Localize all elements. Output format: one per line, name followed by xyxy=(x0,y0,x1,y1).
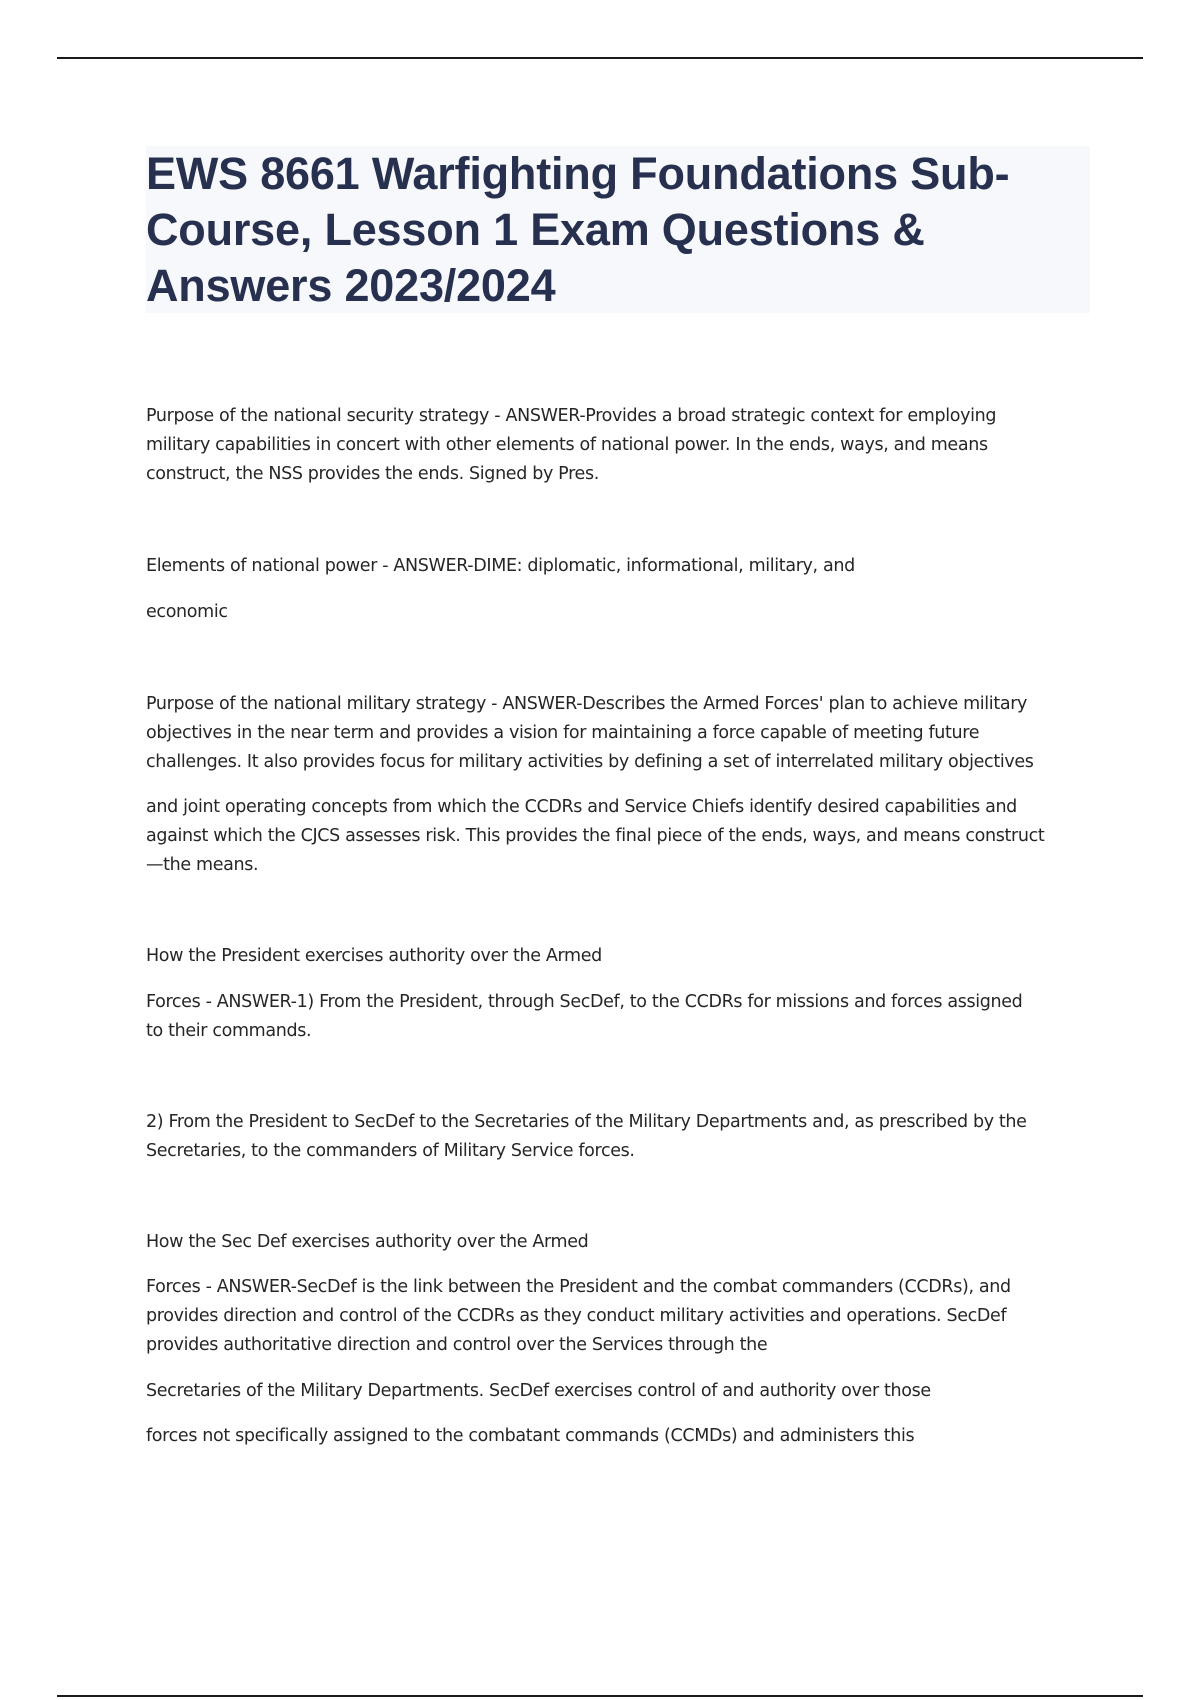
elements-answer-line-2: economic xyxy=(146,602,228,622)
secdef-question-line-1: How the Sec Def exercises authority over the Armed xyxy=(146,1232,589,1252)
nss-question-line-1: Purpose of the national security strategy - ANSWER-Provides a broad strategic context for employing xyxy=(146,406,997,426)
nms-answer-line-2: objectives in the near term and provides a vision for maintaining a force capable of meeting future xyxy=(146,723,980,743)
president-answer-line-2: Forces - ANSWER-1) From the President, through SecDef, to the CCDRs for missions and forces assigned xyxy=(146,992,1023,1012)
bottom-divider xyxy=(57,1695,1143,1697)
president-answer-line-4: 2) From the President to SecDef to the Secretaries of the Military Departments and, as prescribed by the xyxy=(146,1112,1027,1132)
nms-answer-line-5: against which the CJCS assesses risk. This provides the final piece of the ends, ways, and means construct xyxy=(146,826,1045,846)
top-divider xyxy=(57,57,1143,59)
secdef-answer-line-4: provides authoritative direction and control over the Services through the xyxy=(146,1335,768,1355)
president-answer-line-5: Secretaries, to the commanders of Military Service forces. xyxy=(146,1141,635,1161)
elements-question-line-1: Elements of national power - ANSWER-DIME: diplomatic, informational, military, and xyxy=(146,556,855,576)
president-question-line-1: How the President exercises authority over the Armed xyxy=(146,946,602,966)
document-title: EWS 8661 Warfighting Foundations Sub-Course, Lesson 1 Exam Questions & Answers 2023/2024 xyxy=(146,148,1010,311)
secdef-answer-line-5: Secretaries of the Military Departments. SecDef exercises control of and authority over those xyxy=(146,1381,931,1401)
nms-answer-line-3: challenges. It also provides focus for military activities by defining a set of interrelated military objectives xyxy=(146,752,1034,772)
nms-answer-line-6: —the means. xyxy=(146,855,259,875)
president-answer-line-3: to their commands. xyxy=(146,1021,312,1041)
secdef-answer-line-3: provides direction and control of the CCDRs as they conduct military activities and operations. SecDef xyxy=(146,1306,1007,1326)
nms-answer-line-4: and joint operating concepts from which the CCDRs and Service Chiefs identify desired capabilities and xyxy=(146,797,1017,817)
nss-answer-line-2: military capabilities in concert with other elements of national power. In the ends, ways, and means xyxy=(146,435,988,455)
nss-answer-line-3: construct, the NSS provides the ends. Signed by Pres. xyxy=(146,464,599,484)
secdef-answer-line-6: forces not specifically assigned to the combatant commands (CCMDs) and administers this xyxy=(146,1426,915,1446)
secdef-answer-line-2: Forces - ANSWER-SecDef is the link between the President and the combat commanders (CCDRs), and xyxy=(146,1277,1011,1297)
nms-question-line-1: Purpose of the national military strategy - ANSWER-Describes the Armed Forces' plan to achieve military xyxy=(146,694,1028,714)
